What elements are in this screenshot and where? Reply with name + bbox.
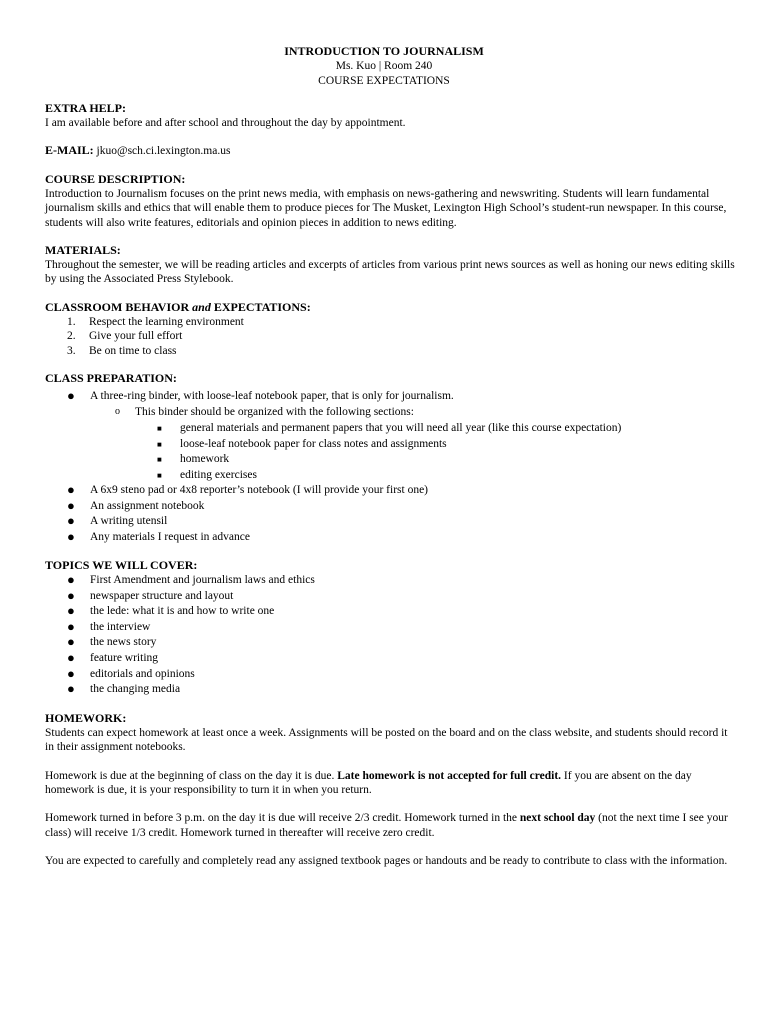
bullet-icon: ● [67, 513, 75, 529]
list-item: ● feature writing [67, 650, 159, 666]
list-item: ■ homework [90, 452, 735, 468]
list-item: ● First Amendment and journalism laws and ethics [67, 572, 315, 588]
list-item: 3. Be on time to class [67, 344, 177, 357]
list-item: 1. Respect the learning environment [67, 315, 244, 328]
course-description-text: Introduction to Journalism focuses on the print news media, with emphasis on news-gathering and newswriting. Students will learn fundamental journalism skills and ethics that will enable them to produce pieces for The Musket, Lexington High School’s student-run newspaper. In this course, students will also write features, editorials and opinion pieces in addition to news editing. [45, 187, 727, 229]
materials-text: Throughout the semester, we will be reading articles and excerpts of articles from various print news sources as well as honing our news editing skills by using the Associated Press Stylebook. [45, 259, 735, 286]
square-bullet-icon: ■ [157, 470, 162, 480]
list-item: ● editorials and opinions [67, 665, 195, 681]
bullet-icon: ● [67, 587, 75, 603]
bullet-icon: ● [67, 482, 75, 498]
homework-paragraph-3: Homework turned in before 3 p.m. on the day it is due will receive 2/3 credit. Homework turned in the next school day (not the next time I see your class) will receive 1/3 credit. Homework turned in thereafter will receive zero credit. [45, 812, 728, 839]
list-item: ■ general materials and permanent papers that you will need all year (like this course expectation) [90, 421, 735, 437]
materials-heading: MATERIALS: [45, 243, 121, 258]
preparation-list [45, 389, 735, 545]
homework-paragraph-4: You are expected to carefully and completely read any assigned textbook pages or handouts and be ready to contribute to class with the information. [45, 855, 728, 868]
topics-heading: TOPICS WE WILL COVER: [45, 558, 198, 573]
bullet-icon: ● [67, 618, 75, 634]
bullet-icon: ● [67, 681, 75, 697]
topics-list [45, 573, 735, 698]
document-header [0, 44, 768, 89]
bullet-icon: ● [67, 497, 75, 513]
bullet-icon: ● [67, 572, 75, 588]
list-item: ● A writing utensil [67, 513, 168, 529]
bullet-icon: ● [67, 528, 75, 544]
homework-paragraph-1: Students can expect homework at least once a week. Assignments will be posted on the board and on the class website, and students should record it in their assignment notebooks. [45, 726, 728, 754]
homework-heading: HOMEWORK: [45, 710, 127, 725]
list-item: ● Any materials I request in advance [67, 528, 250, 544]
list-item: ■ editing exercises [90, 468, 735, 484]
preparation-heading: CLASS PREPARATION: [45, 371, 177, 386]
list-item: ● the lede: what it is and how to write one [67, 603, 275, 619]
bullet-icon: ● [67, 603, 75, 619]
list-item: ● the changing media [67, 681, 181, 697]
email-address: jkuo@sch.ci.lexington.ma.us [96, 145, 231, 158]
extra-help-text: I am available before and after school and throughout the day by appointment. [45, 117, 406, 129]
list-item: 2. Give your full effort [67, 330, 183, 343]
behavior-list [45, 315, 735, 358]
list-item: o This binder should be organized with the following sections: ■ general materials and permanent papers that you will need all year (like this course expectation) ■ loose-leaf notebook paper for class notes and assignments ■ homework ■ editing exercises [90, 405, 735, 484]
behavior-heading: CLASSROOM BEHAVIOR and EXPECTATIONS: [45, 299, 311, 314]
list-item: ● A 6x9 steno pad or 4x8 reporter’s notebook (I will provide your first one) [67, 482, 429, 498]
list-item: ● A three-ring binder, with loose-leaf notebook paper, that is only for journalism. o This binder should be organized with the following sections: ■ general materials and permanent papers that you will need all year (like this course expectation) ■ loose-leaf notebook paper for class notes and assignments ■ homework ■ editing exercises [45, 389, 735, 483]
binder-sublist [90, 405, 735, 484]
course-description-heading: COURSE DESCRIPTION: [45, 171, 186, 186]
bullet-icon: ● [67, 388, 75, 404]
list-item: ● the news story [67, 634, 157, 650]
email-line [45, 143, 735, 158]
document-title: INTRODUCTION TO JOURNALISM [284, 44, 484, 58]
list-item: ● the interview [67, 618, 151, 634]
list-item: ● newspaper structure and layout [67, 587, 234, 603]
square-bullet-icon: ■ [157, 439, 162, 449]
teacher-room: Ms. Kuo | Room 240 [335, 60, 433, 72]
email-label: E-MAIL: [45, 143, 94, 158]
binder-sections-list [90, 421, 735, 483]
extra-help-heading: EXTRA HELP: [45, 101, 127, 115]
bullet-icon: ● [67, 634, 75, 650]
list-item: ● An assignment notebook [67, 497, 205, 513]
square-bullet-icon: ■ [157, 455, 162, 465]
square-bullet-icon: ■ [157, 424, 162, 434]
bullet-icon: ● [67, 650, 75, 666]
document-subtitle: COURSE EXPECTATIONS [318, 75, 450, 87]
circle-bullet-icon: o [115, 405, 120, 417]
bullet-icon: ● [67, 665, 75, 681]
document-body [45, 101, 735, 869]
list-item: ■ loose-leaf notebook paper for class notes and assignments [90, 437, 735, 453]
homework-paragraph-2: Homework is due at the beginning of class on the day it is due. Late homework is not accepted for full credit. If you are absent on the day homework is due, it is your responsibility to turn it in when you return. [45, 769, 692, 797]
